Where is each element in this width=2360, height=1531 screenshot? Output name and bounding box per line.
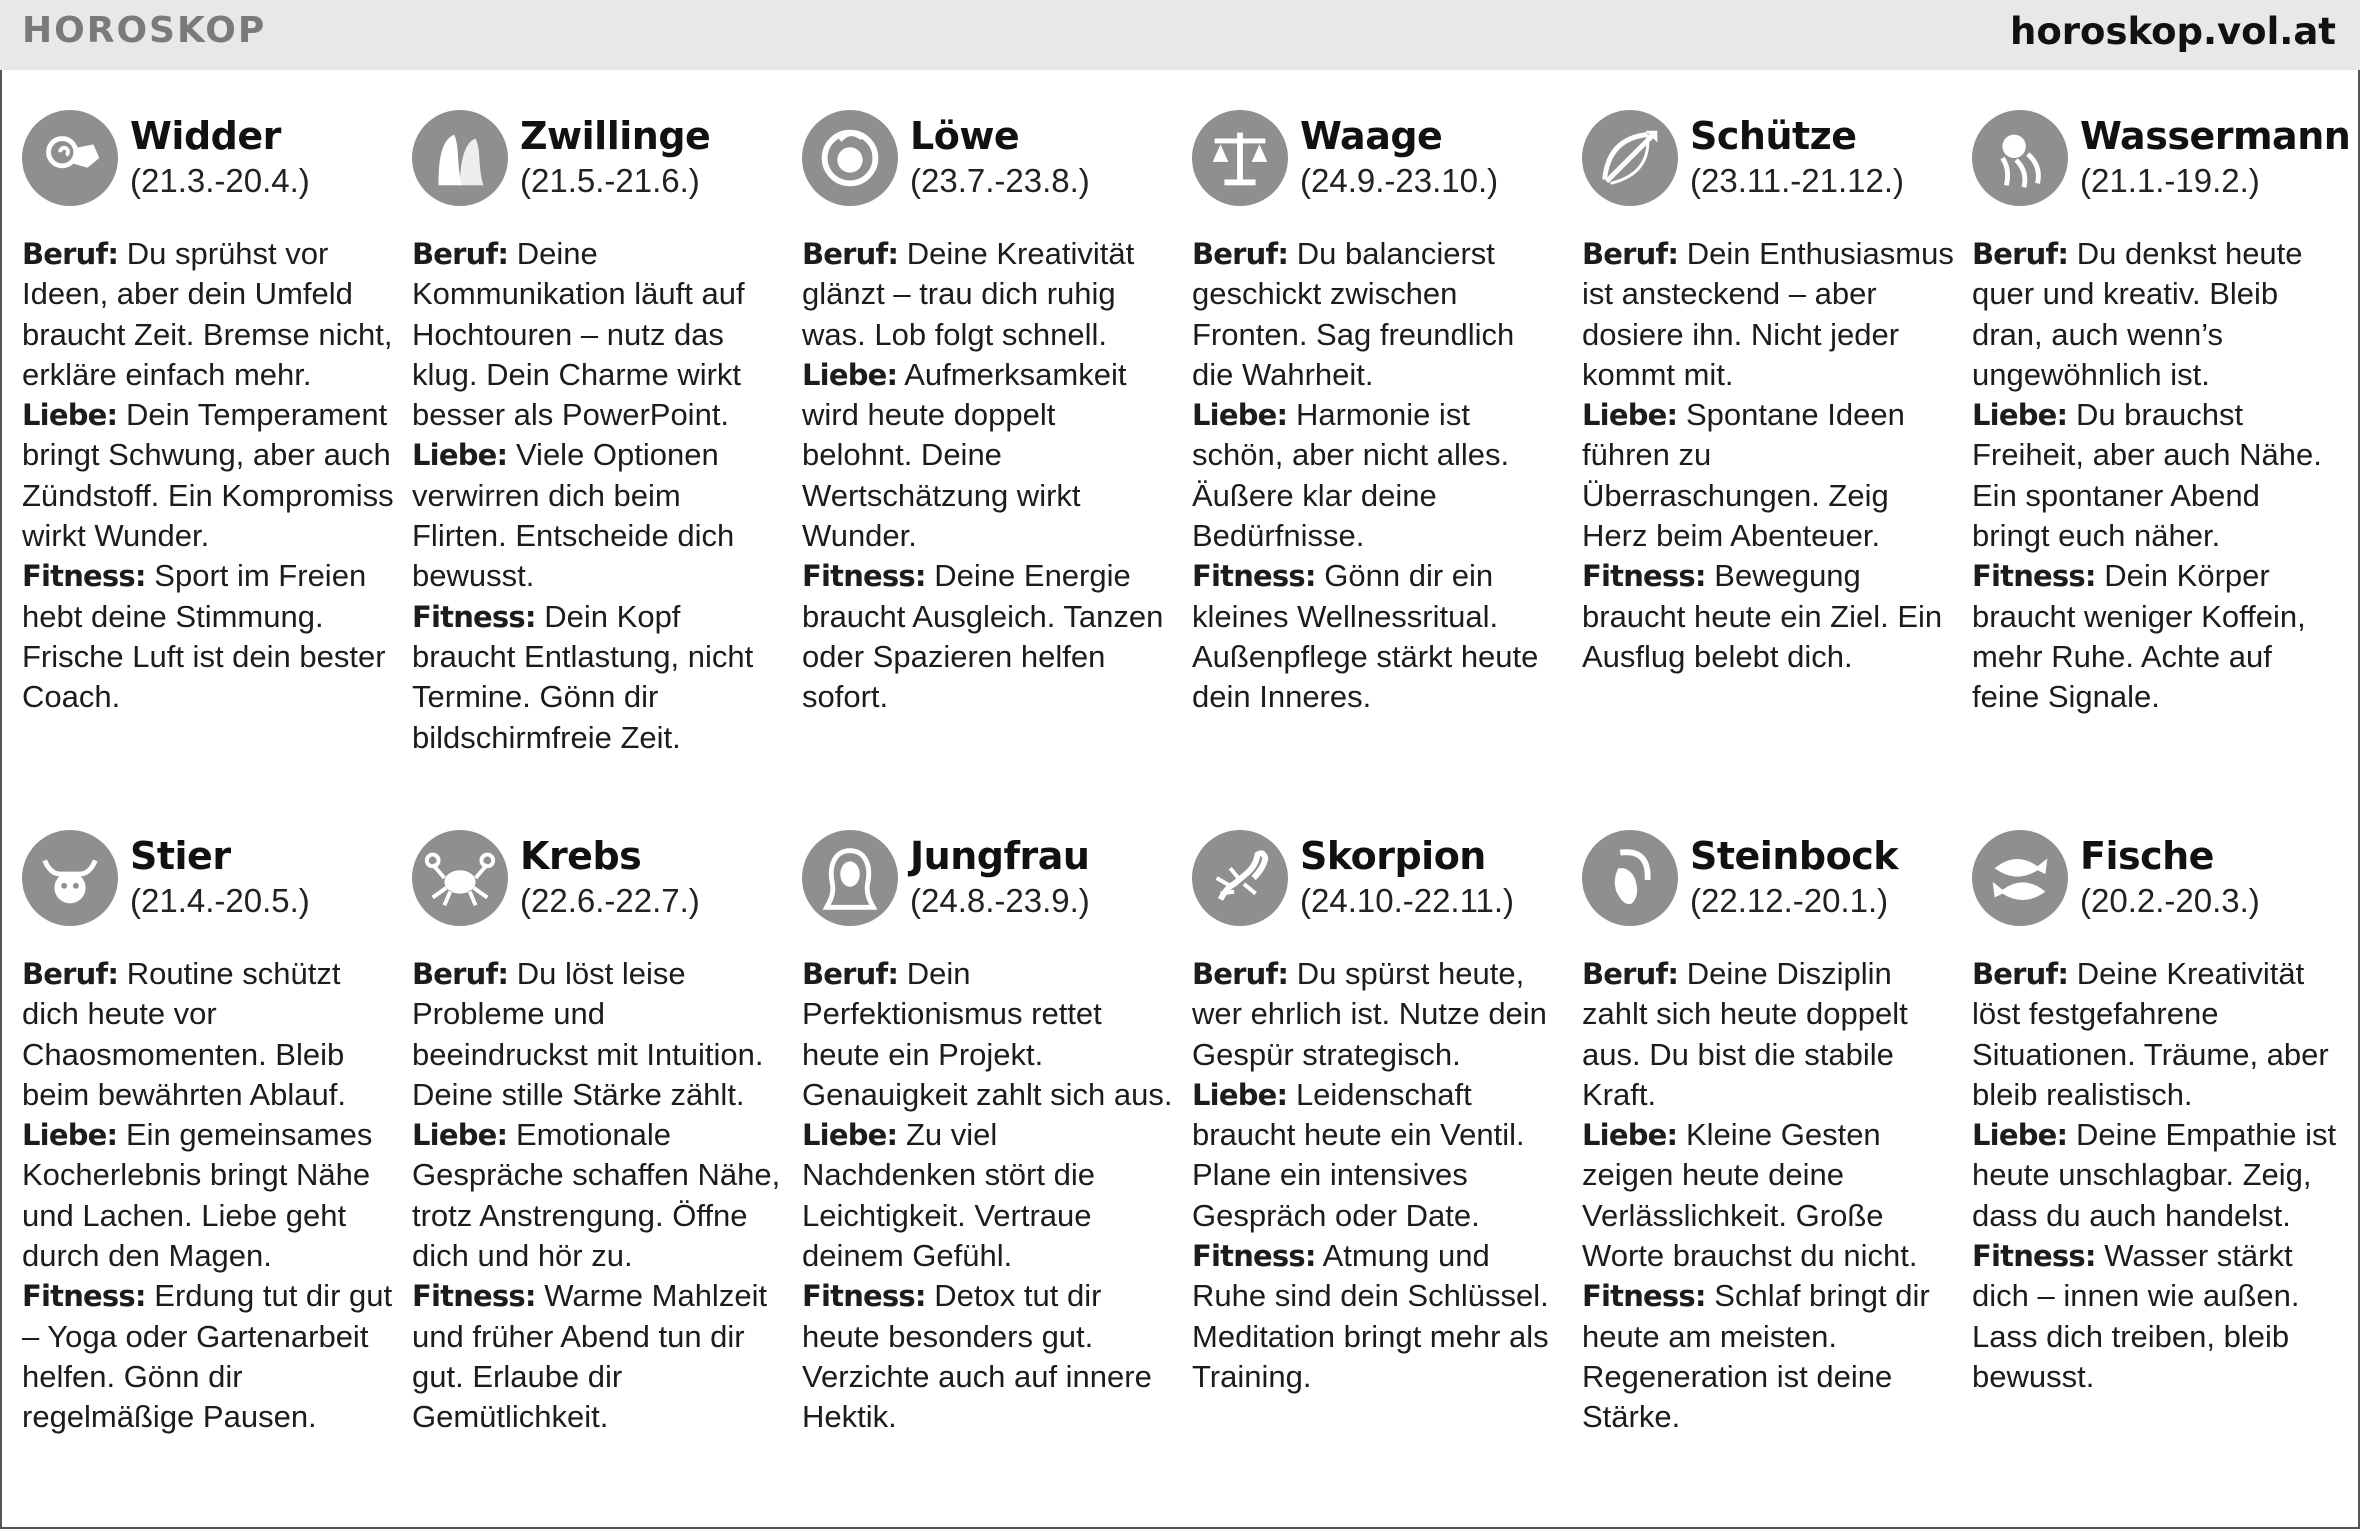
liebe-label: Liebe: [802, 357, 898, 392]
beruf-section [22, 954, 394, 1115]
page-header [0, 0, 2360, 70]
fitness-text: Wasser stärkt dich – innen wie außen. Lass dich treiben, bleib bewusst. [1972, 1238, 2300, 1394]
sign-dates: (21.3.-20.4.) [130, 162, 310, 199]
sign-text [22, 954, 394, 1438]
beruf-text: Routine schützt dich heute vor Chaosmomenten. Bleib beim bewährten Ablauf. [22, 956, 346, 1112]
sign-card-waage [1192, 108, 1564, 718]
scales-icon [1192, 110, 1288, 206]
sign-header [22, 108, 394, 228]
liebe-section [412, 435, 784, 596]
fitness-section [412, 1276, 784, 1437]
beruf-text: Du löst leise Probleme und beeindruckst mit Intuition. Deine stille Stärke zählt. [412, 956, 764, 1112]
sign-name: Schütze [1690, 114, 1857, 158]
fitness-label: Fitness: [412, 1279, 536, 1314]
sign-name: Fische [2080, 834, 2214, 878]
fitness-section [802, 1276, 1174, 1437]
fitness-label: Fitness: [22, 559, 146, 594]
sign-dates: (21.5.-21.6.) [520, 162, 700, 199]
sign-dates: (24.9.-23.10.) [1300, 162, 1499, 199]
beruf-label: Beruf: [802, 957, 899, 991]
sign-header [1582, 828, 1954, 948]
sign-dates: (24.10.-22.11.) [1300, 882, 1515, 919]
liebe-text: Aufmerksamkeit wird heute doppelt belohnt. Deine Wertschätzung wirkt Wunder. [802, 356, 1127, 554]
fitness-text: Detox tut dir heute besonders gut. Verzichte auch auf innere Hektik. [802, 1278, 1152, 1435]
water-bearer-icon [1972, 110, 2068, 206]
liebe-section [802, 1115, 1174, 1276]
liebe-label: Liebe: [802, 1118, 898, 1153]
sign-text [412, 954, 784, 1438]
maiden-icon [802, 830, 898, 926]
liebe-text: Spontane Ideen führen zu Überraschungen. Zeig Herz beim Abenteuer. [1582, 397, 1905, 554]
sign-dates: (23.7.-23.8.) [910, 162, 1090, 199]
liebe-section [1582, 1115, 1954, 1276]
beruf-section [1192, 234, 1564, 395]
sign-text [1192, 954, 1564, 1397]
sign-name: Wassermann [2080, 114, 2351, 158]
fitness-section [802, 556, 1174, 717]
beruf-text: Du sprühst vor Ideen, aber dein Umfeld braucht Zeit. Bremse nicht, erkläre einfach mehr. [22, 236, 393, 392]
fitness-label: Fitness: [1192, 559, 1316, 594]
beruf-label: Beruf: [1582, 957, 1679, 991]
sign-dates: (21.4.-20.5.) [130, 882, 310, 919]
horoscope-row-2 [22, 828, 2360, 1468]
sign-header [412, 828, 784, 948]
fitness-text: Bewegung braucht heute ein Ziel. Ein Ausflug belebt dich. [1582, 558, 1943, 674]
fitness-section [22, 556, 394, 717]
beruf-label: Beruf: [1192, 957, 1289, 991]
liebe-section [1582, 395, 1954, 556]
sign-header [1192, 828, 1564, 948]
liebe-section [802, 355, 1174, 556]
beruf-label: Beruf: [412, 957, 509, 991]
beruf-label: Beruf: [22, 957, 119, 991]
sign-name: Waage [1300, 114, 1443, 158]
sign-dates: (22.12.-20.1.) [1690, 882, 1889, 919]
sign-header [1582, 108, 1954, 228]
sign-header [1972, 108, 2351, 228]
sign-name: Skorpion [1300, 834, 1486, 878]
sign-dates: (23.11.-21.12.) [1690, 162, 1905, 199]
liebe-text: Kleine Gesten zeigen heute deine Verlässlichkeit. Große Worte brauchst du nicht. [1582, 1117, 1918, 1274]
sign-header [802, 828, 1174, 948]
sign-name: Steinbock [1690, 834, 1898, 878]
twins-icon [412, 110, 508, 206]
sign-name: Widder [130, 114, 281, 158]
sign-dates: (21.1.-19.2.) [2080, 162, 2260, 199]
fitness-text: Sport im Freien hebt deine Stimmung. Frische Luft ist dein bester Coach. [22, 558, 386, 715]
sign-header [412, 108, 784, 228]
liebe-label: Liebe: [1192, 398, 1288, 433]
fitness-section [22, 1276, 394, 1437]
fitness-label: Fitness: [1972, 559, 2096, 594]
beruf-section [1972, 954, 2344, 1115]
sign-dates: (24.8.-23.9.) [910, 882, 1090, 919]
fitness-label: Fitness: [1192, 1239, 1316, 1274]
sign-name: Zwillinge [520, 114, 711, 158]
liebe-section [1972, 395, 2344, 556]
sign-header [22, 828, 394, 948]
beruf-section [412, 954, 784, 1115]
fitness-text: Deine Energie braucht Ausgleich. Tanzen oder Spazieren helfen sofort. [802, 558, 1164, 715]
ram-icon [22, 110, 118, 206]
liebe-text: Dein Temperament bringt Schwung, aber auch Zündstoff. Ein Kompromiss wirkt Wunder. [22, 397, 394, 554]
liebe-text: Deine Empathie ist heute unschlagbar. Zeig, dass du auch handelst. [1972, 1117, 2337, 1233]
sign-card-zwillinge [412, 108, 784, 758]
fish-icon [1972, 830, 2068, 926]
page-title: HOROSKOP [22, 10, 267, 51]
fitness-text: Erdung tut dir gut – Yoga oder Gartenarbeit helfen. Gönn dir regelmäßige Pausen. [22, 1278, 393, 1435]
sign-name: Löwe [910, 114, 1020, 158]
fitness-text: Atmung und Ruhe sind dein Schlüssel. Meditation bringt mehr als Training. [1192, 1238, 1549, 1394]
sign-name: Stier [130, 834, 231, 878]
fitness-section [1192, 1236, 1564, 1397]
beruf-text: Dein Perfektionismus rettet heute ein Projekt. Genauigkeit zahlt sich aus. [802, 956, 1173, 1112]
beruf-text: Dein Enthusiasmus ist ansteckend – aber dosiere ihn. Nicht jeder kommt mit. [1582, 236, 1954, 392]
beruf-label: Beruf: [22, 237, 119, 271]
sign-card-krebs [412, 828, 784, 1438]
sign-text [1972, 954, 2344, 1397]
liebe-text: Harmonie ist schön, aber nicht alles. Äußere klar deine Bedürfnisse. [1192, 397, 1510, 554]
fitness-label: Fitness: [412, 599, 536, 634]
beruf-text: Deine Kreativität löst festgefahrene Situationen. Träume, aber bleib realistisch. [1972, 956, 2329, 1112]
beruf-label: Beruf: [1582, 237, 1679, 271]
sign-text [22, 234, 394, 718]
fitness-label: Fitness: [1582, 559, 1706, 594]
fitness-text: Schlaf bringt dir heute am meisten. Regeneration ist deine Stärke. [1582, 1278, 1930, 1435]
sign-card-steinbock [1582, 828, 1954, 1438]
fitness-label: Fitness: [1972, 1239, 2096, 1274]
liebe-section [1192, 1075, 1564, 1236]
fitness-section [1972, 556, 2344, 717]
fitness-text: Gönn dir ein kleines Wellnessritual. Außenpflege stärkt heute dein Inneres. [1192, 558, 1539, 715]
bull-icon [22, 830, 118, 926]
fitness-section [1972, 1236, 2344, 1397]
liebe-section [412, 1115, 784, 1276]
sign-text [802, 954, 1174, 1438]
liebe-section [1192, 395, 1564, 556]
sign-text [1582, 234, 1954, 677]
liebe-text: Viele Optionen verwirren dich beim Flirten. Entscheide dich bewusst. [412, 437, 735, 594]
crab-icon [412, 830, 508, 926]
beruf-label: Beruf: [1972, 957, 2069, 991]
fitness-label: Fitness: [22, 1279, 146, 1314]
beruf-section [1582, 954, 1954, 1115]
beruf-label: Beruf: [1972, 237, 2069, 271]
sign-header [1972, 828, 2344, 948]
fitness-section [1192, 556, 1564, 717]
fitness-label: Fitness: [802, 559, 926, 594]
sign-card-widder [22, 108, 394, 718]
beruf-label: Beruf: [802, 237, 899, 271]
ibex-icon [1582, 830, 1678, 926]
liebe-label: Liebe: [1582, 1118, 1678, 1153]
sign-card-schütze [1582, 108, 1954, 677]
liebe-text: Zu viel Nachdenken stört die Leichtigkeit. Vertraue deinem Gefühl. [802, 1117, 1095, 1274]
beruf-text: Du denkst heute quer und kreativ. Bleib dran, auch wenn’s ungewöhnlich ist. [1972, 236, 2303, 392]
beruf-section [802, 954, 1174, 1115]
liebe-text: Leidenschaft braucht heute ein Ventil. Plane ein intensives Gespräch oder Date. [1192, 1076, 1525, 1233]
liebe-section [22, 395, 394, 556]
beruf-section [802, 234, 1174, 355]
sign-name: Krebs [520, 834, 642, 878]
liebe-label: Liebe: [22, 1118, 118, 1153]
liebe-text: Emotionale Gespräche schaffen Nähe, trotz Anstrengung. Öffne dich und hör zu. [412, 1117, 781, 1274]
beruf-section [1192, 954, 1564, 1075]
liebe-label: Liebe: [1972, 1118, 2068, 1153]
sign-name: Jungfrau [910, 834, 1090, 878]
sign-dates: (22.6.-22.7.) [520, 882, 700, 919]
sign-card-löwe [802, 108, 1174, 718]
beruf-label: Beruf: [1192, 237, 1289, 271]
sign-header [802, 108, 1174, 228]
sign-text [412, 234, 784, 758]
archer-bow-icon [1582, 110, 1678, 206]
sign-text [1582, 954, 1954, 1438]
fitness-label: Fitness: [802, 1279, 926, 1314]
beruf-section [1972, 234, 2344, 395]
liebe-label: Liebe: [412, 1118, 508, 1153]
liebe-label: Liebe: [22, 398, 118, 433]
liebe-section [22, 1115, 394, 1276]
fitness-section [1582, 1276, 1954, 1437]
site-name[interactable]: horoskop.vol.at [2010, 10, 2336, 53]
liebe-label: Liebe: [1192, 1077, 1288, 1112]
beruf-text: Du spürst heute, wer ehrlich ist. Nutze dein Gespür strategisch. [1192, 956, 1547, 1072]
sign-card-jungfrau [802, 828, 1174, 1438]
liebe-label: Liebe: [1972, 398, 2068, 433]
beruf-text: Du balancierst geschickt zwischen Fronten. Sag freundlich die Wahrheit. [1192, 236, 1515, 392]
sign-text [1972, 234, 2344, 718]
lion-icon [802, 110, 898, 206]
liebe-label: Liebe: [412, 438, 508, 473]
sign-card-wassermann [1972, 108, 2351, 718]
beruf-text: Deine Kommunikation läuft auf Hochtouren – nutz das klug. Dein Charme wirkt besser als PowerPoint. [412, 236, 745, 433]
horoscope-row-1 [22, 108, 2360, 755]
beruf-section [22, 234, 394, 395]
sign-header [1192, 108, 1564, 228]
sign-card-skorpion [1192, 828, 1564, 1397]
liebe-label: Liebe: [1582, 398, 1678, 433]
fitness-text: Dein Körper braucht weniger Koffein, mehr Ruhe. Achte auf feine Signale. [1972, 558, 2306, 715]
liebe-text: Ein gemeinsames Kocherlebnis bringt Nähe und Lachen. Liebe geht durch den Magen. [22, 1117, 373, 1274]
fitness-section [412, 597, 784, 758]
scorpion-icon [1192, 830, 1288, 926]
sign-dates: (20.2.-20.3.) [2080, 882, 2260, 919]
sign-card-stier [22, 828, 394, 1438]
sign-card-fische [1972, 828, 2344, 1397]
beruf-section [412, 234, 784, 435]
fitness-label: Fitness: [1582, 1279, 1706, 1314]
beruf-label: Beruf: [412, 237, 509, 271]
beruf-text: Deine Kreativität glänzt – trau dich ruhig was. Lob folgt schnell. [802, 236, 1135, 352]
sign-text [1192, 234, 1564, 718]
fitness-section [1582, 556, 1954, 677]
liebe-text: Du brauchst Freiheit, aber auch Nähe. Ein spontaner Abend bringt euch näher. [1972, 397, 2322, 554]
beruf-text: Deine Disziplin zahlt sich heute doppelt aus. Du bist die stabile Kraft. [1582, 956, 1908, 1112]
liebe-section [1972, 1115, 2344, 1236]
fitness-text: Dein Kopf braucht Entlastung, nicht Termine. Gönn dir bildschirmfreie Zeit. [412, 598, 754, 755]
sign-text [802, 234, 1174, 718]
fitness-text: Warme Mahlzeit und früher Abend tun dir gut. Erlaube dir Gemütlichkeit. [412, 1278, 768, 1435]
beruf-section [1582, 234, 1954, 395]
